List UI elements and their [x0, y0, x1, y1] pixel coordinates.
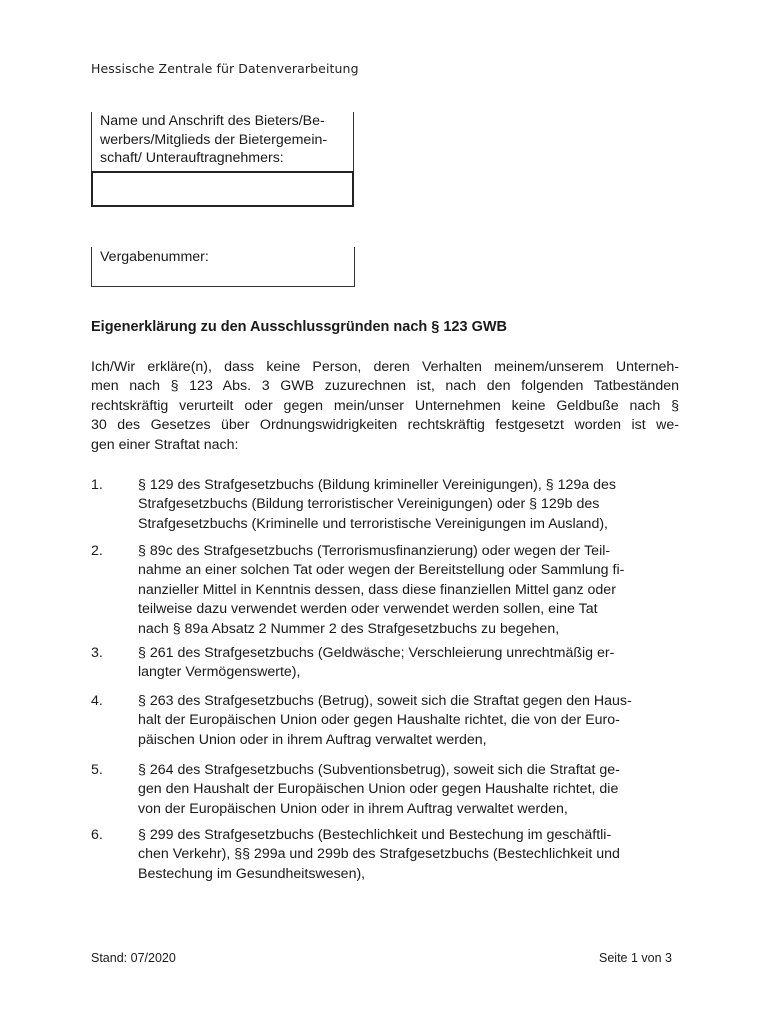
vergabenummer-box[interactable] [91, 247, 355, 287]
intro-paragraph [91, 358, 679, 455]
bidder-label-line: schaft/ Unterauftragnehmers: [100, 150, 284, 166]
list-item-text [138, 542, 671, 639]
list-item-text [138, 692, 671, 750]
list-item-line: § 261 des Strafgesetzbuchs (Geldwäsche; Verschleierung unrechtmäßig er- [138, 645, 615, 661]
list-item-number: 1. [91, 477, 103, 493]
list-item-line: § 89c des Strafgesetzbuchs (Terrorismusfinanzierung) oder wegen der Teil- [138, 543, 611, 559]
list-item-line: von der Europäischen Union oder in ihrem Auftrag verwaltet werden, [138, 800, 568, 817]
list-item-number: 6. [91, 827, 103, 843]
list-item-line: Strafgesetzbuchs (Kriminelle und terroristische Vereinigungen im Ausland), [138, 515, 609, 532]
list-item-number: 5. [91, 762, 103, 778]
list-item-line: teilweise dazu verwendet werden oder verwendet werden sollen, eine Tat [138, 601, 598, 618]
list-item-line: nahme an einer solchen Tat oder wegen der Bereitstellung oder Sammlung fi- [138, 562, 625, 579]
vergabenummer-label: Vergabenummer: [100, 249, 209, 265]
list-item-line: nach § 89a Absatz 2 Nummer 2 des Strafgesetzbuchs zu begehen, [138, 620, 560, 637]
list-item-line: § 264 des Strafgesetzbuchs (Subventionsbetrug), soweit sich die Straftat ge- [138, 762, 620, 778]
list-item-line: halt der Europäischen Union oder gegen Haushalte richtet, die von der Euro- [138, 712, 620, 729]
list-item-text [138, 826, 671, 884]
list-item-number: 2. [91, 543, 103, 559]
intro-line: rechtskräftig verurteilt oder gegen mein/unser Unternehmen keine Geldbuße nach § [91, 397, 679, 414]
bidder-name-address-field[interactable] [91, 171, 354, 207]
organization-header: Hessische Zentrale für Datenverarbeitung [91, 61, 359, 76]
list-item-line: § 299 des Strafgesetzbuchs (Bestechlichkeit und Bestechung im geschäftli- [138, 827, 612, 843]
list-item-line: langter Vermögenswerte), [138, 664, 301, 681]
intro-line: Ich/Wir erkläre(n), dass keine Person, deren Verhalten meinem/unserem Unterneh- [91, 359, 679, 375]
list-item-line: nanzieller Mittel in Kenntnis dessen, dass diese finanziellen Mittel ganz oder [138, 581, 616, 598]
list-item-line: § 129 des Strafgesetzbuchs (Bildung krimineller Vereinigungen), § 129a des [138, 477, 616, 493]
list-item-line: chen Verkehr), §§ 299a und 299b des Strafgesetzbuchs (Bestechlichkeit und [138, 846, 620, 863]
list-item-text [138, 476, 671, 534]
list-item-text [138, 761, 671, 819]
intro-line: men nach § 123 Abs. 3 GWB zuzurechnen ist, nach den folgenden Tatbeständen [91, 378, 679, 395]
list-item-line: Bestechung im Gesundheitswesen), [138, 865, 366, 882]
footer-stand: Stand: 07/2020 [91, 951, 176, 965]
footer-page-number: Seite 1 von 3 [599, 951, 672, 965]
list-item-text [138, 644, 671, 683]
intro-line: 30 des Gesetzes über Ordnungswidrigkeiten rechtskräftig festgesetzt worden ist we- [91, 417, 679, 434]
list-item-line: päischen Union oder in ihrem Auftrag verwaltet werden, [138, 731, 487, 748]
document-title: Eigenerklärung zu den Ausschlussgründen nach § 123 GWB [91, 319, 508, 335]
bidder-label-line: Name und Anschrift des Bieters/Be- [100, 113, 325, 129]
list-item-line: § 263 des Strafgesetzbuchs (Betrug), soweit sich die Straftat gegen den Haus- [138, 693, 632, 709]
list-item-line: gen den Haushalt der Europäischen Union oder gegen Haushalte richtet, die [138, 781, 619, 798]
list-item-line: Strafgesetzbuchs (Bildung terroristischer Vereinigungen) oder § 129b des [138, 496, 600, 513]
bidder-name-address-box [91, 112, 354, 207]
bidder-label-line: werbers/Mitglieds der Bietergemein- [100, 131, 328, 148]
list-item-number: 4. [91, 693, 103, 709]
intro-line: gen einer Straftat nach: [91, 436, 239, 453]
bidder-name-address-label [100, 112, 352, 168]
list-item-number: 3. [91, 645, 103, 661]
